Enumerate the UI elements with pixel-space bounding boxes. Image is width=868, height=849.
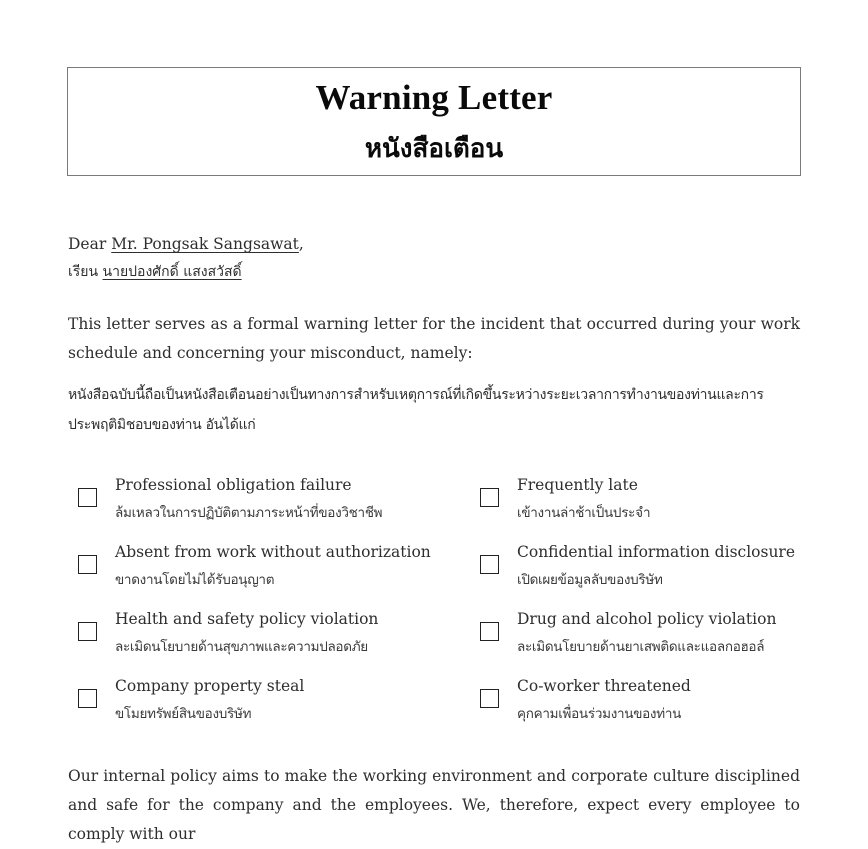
violation-label-th: เปิดเผยข้อมูลลับของบริษัท bbox=[517, 572, 663, 588]
violation-label-en: Health and safety policy violation bbox=[115, 610, 379, 628]
salutation bbox=[68, 230, 304, 286]
checkbox[interactable] bbox=[480, 689, 499, 708]
checkbox[interactable] bbox=[78, 488, 97, 507]
violation-item[interactable] bbox=[480, 608, 840, 658]
checkbox[interactable] bbox=[78, 622, 97, 641]
violation-label-en: Confidential information disclosure bbox=[517, 543, 796, 561]
violation-label-en: Professional obligation failure bbox=[115, 476, 352, 494]
checkbox[interactable] bbox=[78, 689, 97, 708]
violation-label-th: ขาดงานโดยไม่ได้รับอนุญาต bbox=[115, 572, 275, 588]
salutation-english bbox=[68, 230, 304, 258]
violation-label-th: ล้มเหลวในการปฏิบัติตามภาระหน้าที่ของวิชาชีพ bbox=[115, 505, 383, 521]
violation-item[interactable] bbox=[480, 474, 840, 524]
violation-item[interactable] bbox=[78, 541, 438, 591]
violation-label-th: เข้างานล่าช้าเป็นประจำ bbox=[517, 505, 651, 521]
checkbox[interactable] bbox=[78, 555, 97, 574]
title-english: Warning Letter bbox=[315, 78, 553, 117]
violation-label-en: Absent from work without authorization bbox=[115, 543, 431, 561]
checkbox[interactable] bbox=[480, 622, 499, 641]
title-thai: หนังสือเตือน bbox=[364, 134, 504, 164]
salutation-thai bbox=[68, 258, 304, 286]
intro-paragraph-th: หนังสือฉบับนี้ถือเป็นหนังสือเตือนอย่างเป็นทางการสำหรับเหตุการณ์ที่เกิดขึ้นระหว่างระยะเวลาการทำงานของท่านและการประพฤติมิชอบของท่าน อันได้แก่ bbox=[68, 387, 764, 433]
checkbox[interactable] bbox=[480, 555, 499, 574]
title-box bbox=[67, 67, 801, 176]
recipient-name-en[interactable]: Mr. Pongsak Sangsawat bbox=[111, 235, 299, 253]
violation-item[interactable] bbox=[480, 541, 840, 591]
recipient-name-th[interactable]: นายปองศักดิ์ แสงสวัสดิ์ bbox=[102, 264, 242, 280]
salutation-prefix-th: เรียน bbox=[68, 264, 99, 280]
violation-item[interactable] bbox=[480, 675, 840, 725]
checkbox[interactable] bbox=[480, 488, 499, 507]
intro-paragraph-en: This letter serves as a formal warning letter for the incident that occurred during your work schedule and concerning your misconduct, namely: bbox=[68, 315, 800, 362]
violation-label-en: Drug and alcohol policy violation bbox=[517, 610, 777, 628]
violation-item[interactable] bbox=[78, 608, 438, 658]
violation-label-th: คุกคามเพื่อนร่วมงานของท่าน bbox=[517, 706, 682, 722]
violation-label-th: ขโมยทรัพย์สินของบริษัท bbox=[115, 706, 252, 722]
salutation-comma: , bbox=[298, 235, 304, 253]
violation-label-en: Co-worker threatened bbox=[517, 677, 691, 695]
salutation-prefix-en: Dear bbox=[68, 235, 107, 253]
violation-label-th: ละเมิดนโยบายด้านยาเสพติดและแอลกอฮอล์ bbox=[517, 639, 765, 655]
violation-item[interactable] bbox=[78, 675, 438, 725]
violation-label-th: ละเมิดนโยบายด้านสุขภาพและความปลอดภัย bbox=[115, 639, 368, 655]
violation-item[interactable] bbox=[78, 474, 438, 524]
violation-label-en: Company property steal bbox=[115, 677, 305, 695]
violation-label-en: Frequently late bbox=[517, 476, 638, 494]
policy-paragraph-en: Our internal policy aims to make the working environment and corporate culture disciplined and safe for the company and the employees. We, therefore, expect every employee to comply with our bbox=[68, 767, 800, 843]
